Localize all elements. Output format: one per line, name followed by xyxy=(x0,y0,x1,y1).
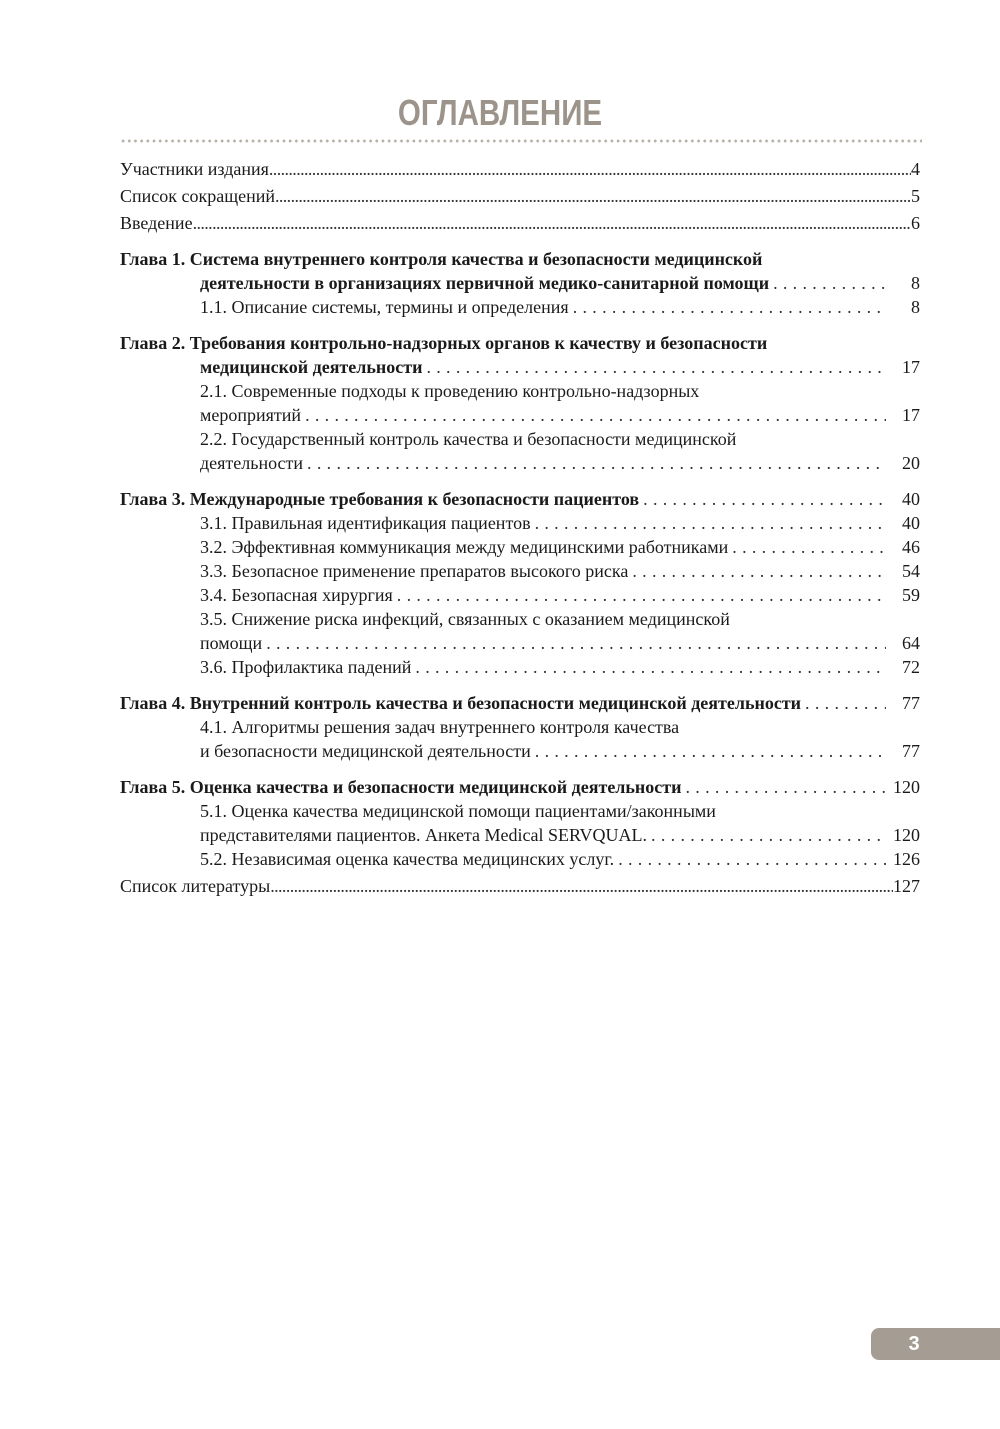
section-title-cont: деятельности xyxy=(200,453,304,473)
dot-leader xyxy=(393,583,886,607)
page-title: ОГЛАВЛЕНИЕ xyxy=(397,92,603,133)
dot-leader xyxy=(269,157,911,181)
toc-section-2-1[interactable] xyxy=(120,379,920,403)
dot-leader xyxy=(531,511,886,535)
section-title: 1.1. Описание системы, термины и определения xyxy=(200,297,569,317)
section-title: 3.3. Безопасное применение препаратов высокого риска xyxy=(200,561,629,581)
toc-section-5-1-cont[interactable] xyxy=(120,823,920,847)
dot-leader xyxy=(769,271,886,295)
toc-entry-page: 6 xyxy=(911,213,920,233)
toc-chapter-5-heading[interactable] xyxy=(120,775,920,799)
chapter-title: Глава 2. Требования контрольно-надзорных органов к качеству и безопасности xyxy=(120,333,768,353)
toc-entry-page: 46 xyxy=(902,537,920,557)
toc-section-3-2[interactable] xyxy=(120,535,920,559)
toc-entry-page: 40 xyxy=(902,513,920,533)
toc-chapter-1-heading-cont[interactable] xyxy=(120,271,920,295)
toc-entry-label: Список сокращений xyxy=(120,186,275,206)
toc-section-4-1-cont[interactable] xyxy=(120,739,920,763)
section-title: 3.6. Профилактика падений xyxy=(200,657,412,677)
dot-leader xyxy=(270,874,893,898)
toc-chapter-4-heading[interactable] xyxy=(120,691,920,715)
toc-chapter-2-heading-cont[interactable] xyxy=(120,355,920,379)
dot-leader xyxy=(275,184,911,208)
dot-leader xyxy=(193,211,911,235)
section-title: 5.1. Оценка качества медицинской помощи пациентами/законными xyxy=(200,801,716,821)
chapter-title-cont: медицинской деятельности xyxy=(200,357,423,377)
toc-section-3-1[interactable] xyxy=(120,511,920,535)
dot-leader xyxy=(639,487,886,511)
section-title-cont: представителями пациентов. Анкета Medical SERVQUAL. xyxy=(200,825,648,845)
toc-section-2-1-cont[interactable] xyxy=(120,403,920,427)
dot-leader xyxy=(303,451,886,475)
dot-leader xyxy=(422,355,886,379)
section-title: 3.5. Снижение риска инфекций, связанных с оказанием медицинской xyxy=(200,609,730,629)
toc-chapter-2-heading[interactable] xyxy=(120,331,920,355)
toc-entry-abbreviations[interactable] xyxy=(120,184,920,208)
dot-leader xyxy=(262,631,886,655)
chapter-title: Глава 1. Система внутреннего контроля качества и безопасности медицинской xyxy=(120,249,763,269)
table-of-contents xyxy=(120,157,920,898)
chapter-title: Глава 4. Внутренний контроль качества и безопасности медицинской деятельности xyxy=(120,693,802,713)
toc-section-5-1[interactable] xyxy=(120,799,920,823)
dot-leader xyxy=(301,403,886,427)
toc-entry-introduction[interactable] xyxy=(120,211,920,235)
toc-entry-page: 8 xyxy=(911,273,920,293)
section-title-cont: и безопасности медицинской деятельности xyxy=(200,741,531,761)
section-title-cont: мероприятий xyxy=(200,405,302,425)
chapter-title: Глава 5. Оценка качества и безопасности медицинской деятельности xyxy=(120,777,682,797)
page-number-tab xyxy=(871,1328,1000,1360)
toc-chapter-3-heading[interactable] xyxy=(120,487,920,511)
toc-entry-label: Введение xyxy=(120,213,193,233)
dot-leader xyxy=(682,775,887,799)
dotted-title-rule xyxy=(120,139,922,143)
dot-leader xyxy=(614,847,886,871)
toc-section-2-2[interactable] xyxy=(120,427,920,451)
toc-entry-page: 8 xyxy=(911,297,920,317)
section-title: 5.2. Независимая оценка качества медицинских услуг. xyxy=(200,849,615,869)
toc-section-5-2[interactable] xyxy=(120,847,920,871)
toc-section-4-1[interactable] xyxy=(120,715,920,739)
toc-entry-references[interactable] xyxy=(120,874,920,898)
page-number: 3 xyxy=(908,1333,920,1355)
toc-section-3-5[interactable] xyxy=(120,607,920,631)
toc-entry-page: 126 xyxy=(893,849,920,869)
section-title: 4.1. Алгоритмы решения задач внутреннего контроля качества xyxy=(200,717,680,737)
toc-entry-page: 17 xyxy=(902,357,920,377)
section-title: 3.4. Безопасная хирургия xyxy=(200,585,393,605)
section-title: 2.2. Государственный контроль качества и безопасности медицинской xyxy=(200,429,737,449)
toc-entry-page: 40 xyxy=(902,489,920,509)
toc-entry-page: 20 xyxy=(902,453,920,473)
toc-entry-page: 17 xyxy=(902,405,920,425)
toc-entry-label: Участники издания xyxy=(120,159,269,179)
toc-section-3-6[interactable] xyxy=(120,655,920,679)
section-title: 2.1. Современные подходы к проведению контрольно-надзорных xyxy=(200,381,700,401)
toc-section-1-1[interactable] xyxy=(120,295,920,319)
chapter-title-cont: деятельности в организациях первичной медико-санитарной помощи xyxy=(200,273,770,293)
dot-leader xyxy=(569,295,886,319)
section-title: 3.2. Эффективная коммуникация между медицинскими работниками xyxy=(200,537,729,557)
toc-entry-page: 5 xyxy=(911,186,920,206)
dot-leader xyxy=(728,535,886,559)
toc-entry-page: 54 xyxy=(902,561,920,581)
chapter-title: Глава 3. Международные требования к безопасности пациентов xyxy=(120,489,640,509)
toc-chapter-1-heading[interactable] xyxy=(120,247,920,271)
toc-section-3-4[interactable] xyxy=(120,583,920,607)
toc-entry-page: 120 xyxy=(893,825,920,845)
toc-entry-page: 59 xyxy=(902,585,920,605)
toc-entry-page: 4 xyxy=(911,159,920,179)
dot-leader xyxy=(628,559,886,583)
toc-entry-page: 127 xyxy=(893,876,920,896)
dot-leader xyxy=(801,691,886,715)
toc-entry-page: 77 xyxy=(902,693,920,713)
toc-section-3-3[interactable] xyxy=(120,559,920,583)
dot-leader xyxy=(647,823,886,847)
toc-section-3-5-cont[interactable] xyxy=(120,631,920,655)
toc-entry-page: 64 xyxy=(902,633,920,653)
toc-entry-page: 120 xyxy=(893,777,920,797)
dot-leader xyxy=(531,739,886,763)
section-title-cont: помощи xyxy=(200,633,263,653)
section-title: 3.1. Правильная идентификация пациентов xyxy=(200,513,531,533)
toc-section-2-2-cont[interactable] xyxy=(120,451,920,475)
toc-entry-page: 77 xyxy=(902,741,920,761)
toc-entry-label: Список литературы xyxy=(120,876,271,896)
toc-entry-participants[interactable] xyxy=(120,157,920,181)
toc-entry-page: 72 xyxy=(902,657,920,677)
dot-leader xyxy=(411,655,886,679)
